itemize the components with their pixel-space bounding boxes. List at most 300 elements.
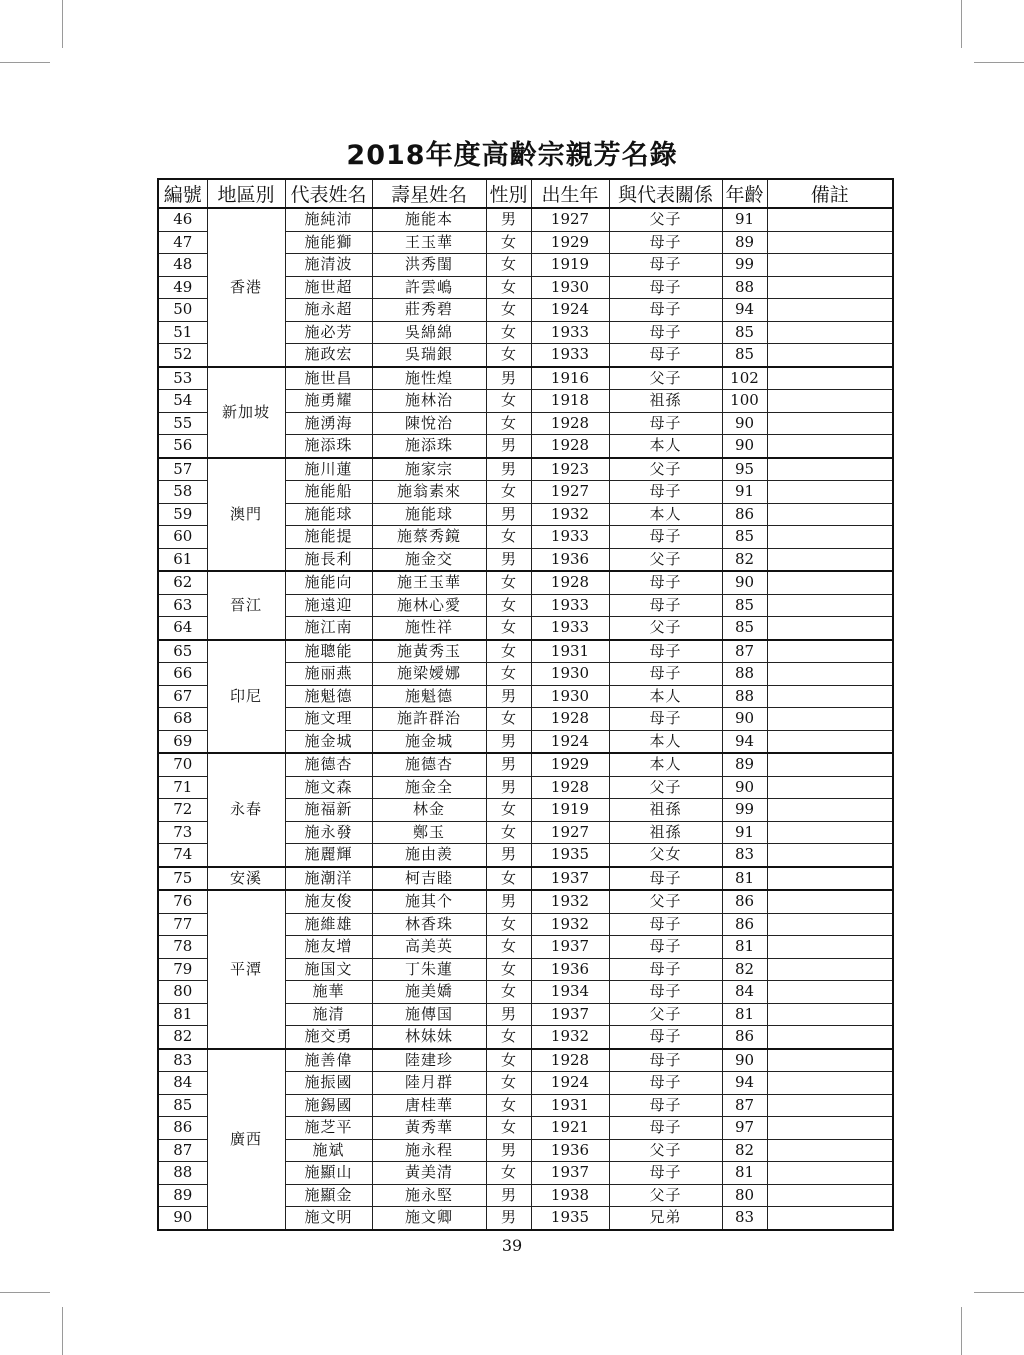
relation-cell: 本人 — [609, 435, 722, 458]
relation-cell: 母子 — [609, 412, 722, 435]
birth-year-cell: 1930 — [531, 685, 609, 708]
age-cell: 82 — [722, 548, 767, 571]
remarks-cell — [767, 730, 893, 753]
relation-cell: 母子 — [609, 571, 722, 594]
relation-cell: 父子 — [609, 1139, 722, 1162]
elder-name-cell: 吳綿綿 — [372, 321, 486, 344]
age-cell: 85 — [722, 594, 767, 617]
elder-name-cell: 高美英 — [372, 936, 486, 959]
remarks-cell — [767, 412, 893, 435]
row-number-cell: 49 — [158, 276, 207, 299]
age-cell: 90 — [722, 435, 767, 458]
representative-name-cell: 施能向 — [285, 571, 372, 594]
elder-name-cell: 柯吉睦 — [372, 867, 486, 891]
representative-name-cell: 施必芳 — [285, 321, 372, 344]
remarks-cell — [767, 1207, 893, 1230]
birth-year-cell: 1937 — [531, 1162, 609, 1185]
remarks-cell — [767, 753, 893, 776]
row-number-cell: 55 — [158, 412, 207, 435]
elder-name-cell: 吳瑞銀 — [372, 344, 486, 367]
relation-cell: 父子 — [609, 548, 722, 571]
region-cell: 新加坡 — [207, 367, 285, 458]
age-cell: 90 — [722, 1049, 767, 1072]
elder-name-cell: 陸月群 — [372, 1072, 486, 1095]
relation-cell: 母子 — [609, 1117, 722, 1140]
relation-cell: 母子 — [609, 1026, 722, 1049]
crop-mark — [0, 1292, 50, 1293]
elders-roster-table — [157, 178, 894, 1231]
crop-mark — [961, 1307, 962, 1355]
age-cell: 95 — [722, 458, 767, 481]
representative-name-cell: 施遠迎 — [285, 594, 372, 617]
representative-name-cell: 施顯山 — [285, 1162, 372, 1185]
gender-cell: 男 — [486, 776, 531, 799]
representative-name-cell: 施芝平 — [285, 1117, 372, 1140]
crop-mark — [62, 0, 63, 48]
birth-year-cell: 1924 — [531, 730, 609, 753]
relation-cell: 母子 — [609, 640, 722, 663]
elder-name-cell: 王玉華 — [372, 231, 486, 254]
representative-name-cell: 施長利 — [285, 548, 372, 571]
table-row — [158, 1049, 893, 1072]
remarks-cell — [767, 299, 893, 322]
relation-cell: 父子 — [609, 458, 722, 481]
birth-year-cell: 1933 — [531, 321, 609, 344]
remarks-cell — [767, 1094, 893, 1117]
region-cell: 晉江 — [207, 571, 285, 640]
relation-cell: 母子 — [609, 481, 722, 504]
row-number-cell: 57 — [158, 458, 207, 481]
relation-cell: 母子 — [609, 1162, 722, 1185]
elder-name-cell: 施性祥 — [372, 617, 486, 640]
age-cell: 87 — [722, 1094, 767, 1117]
representative-name-cell: 施能提 — [285, 526, 372, 549]
representative-name-cell: 施潮洋 — [285, 867, 372, 891]
gender-cell: 女 — [486, 617, 531, 640]
gender-cell: 男 — [486, 685, 531, 708]
age-cell: 86 — [722, 913, 767, 936]
representative-name-cell: 施顯金 — [285, 1184, 372, 1207]
remarks-cell — [767, 594, 893, 617]
gender-cell: 女 — [486, 276, 531, 299]
elder-name-cell: 丁朱蓮 — [372, 958, 486, 981]
remarks-cell — [767, 503, 893, 526]
age-cell: 88 — [722, 685, 767, 708]
row-number-cell: 59 — [158, 503, 207, 526]
row-number-cell: 76 — [158, 890, 207, 913]
relation-cell: 父子 — [609, 890, 722, 913]
region-cell: 安溪 — [207, 867, 285, 891]
remarks-cell — [767, 208, 893, 231]
relation-cell: 母子 — [609, 594, 722, 617]
elder-name-cell: 施德杏 — [372, 753, 486, 776]
region-cell: 香港 — [207, 208, 285, 367]
birth-year-cell: 1927 — [531, 821, 609, 844]
row-number-cell: 84 — [158, 1072, 207, 1095]
remarks-cell — [767, 1184, 893, 1207]
row-number-cell: 90 — [158, 1207, 207, 1230]
age-cell: 85 — [722, 526, 767, 549]
remarks-cell — [767, 1139, 893, 1162]
remarks-cell — [767, 231, 893, 254]
representative-name-cell: 施純沛 — [285, 208, 372, 231]
remarks-cell — [767, 390, 893, 413]
age-cell: 86 — [722, 503, 767, 526]
row-number-cell: 89 — [158, 1184, 207, 1207]
row-number-cell: 50 — [158, 299, 207, 322]
representative-name-cell: 施斌 — [285, 1139, 372, 1162]
relation-cell: 母子 — [609, 1049, 722, 1072]
gender-cell: 男 — [486, 503, 531, 526]
birth-year-cell: 1933 — [531, 344, 609, 367]
age-cell: 86 — [722, 890, 767, 913]
remarks-cell — [767, 435, 893, 458]
elder-name-cell: 施許群治 — [372, 708, 486, 731]
remarks-cell — [767, 1072, 893, 1095]
age-cell: 90 — [722, 708, 767, 731]
age-cell: 91 — [722, 821, 767, 844]
relation-cell: 父子 — [609, 617, 722, 640]
row-number-cell: 60 — [158, 526, 207, 549]
gender-cell: 男 — [486, 1139, 531, 1162]
representative-name-cell: 施能球 — [285, 503, 372, 526]
birth-year-cell: 1919 — [531, 799, 609, 822]
elder-name-cell: 施傳国 — [372, 1003, 486, 1026]
relation-cell: 母子 — [609, 936, 722, 959]
crop-mark — [974, 1292, 1024, 1293]
age-cell: 81 — [722, 1162, 767, 1185]
representative-name-cell: 施世昌 — [285, 367, 372, 390]
row-number-cell: 54 — [158, 390, 207, 413]
remarks-cell — [767, 276, 893, 299]
gender-cell: 女 — [486, 1117, 531, 1140]
row-number-cell: 68 — [158, 708, 207, 731]
column-header-gender: 性別 — [486, 179, 531, 208]
remarks-cell — [767, 548, 893, 571]
elder-name-cell: 林妹妹 — [372, 1026, 486, 1049]
age-cell: 94 — [722, 1072, 767, 1095]
age-cell: 100 — [722, 390, 767, 413]
relation-cell: 本人 — [609, 503, 722, 526]
representative-name-cell: 施川蓮 — [285, 458, 372, 481]
age-cell: 85 — [722, 344, 767, 367]
birth-year-cell: 1935 — [531, 1207, 609, 1230]
age-cell: 82 — [722, 1139, 767, 1162]
row-number-cell: 70 — [158, 753, 207, 776]
birth-year-cell: 1937 — [531, 1003, 609, 1026]
page-number: 39 — [501, 1236, 523, 1255]
gender-cell: 女 — [486, 344, 531, 367]
table-row — [158, 753, 893, 776]
table-row — [158, 640, 893, 663]
elder-name-cell: 施黃秀玉 — [372, 640, 486, 663]
elder-name-cell: 施添珠 — [372, 435, 486, 458]
birth-year-cell: 1928 — [531, 435, 609, 458]
age-cell: 99 — [722, 799, 767, 822]
representative-name-cell: 施能獅 — [285, 231, 372, 254]
representative-name-cell: 施清波 — [285, 254, 372, 277]
representative-name-cell: 施丽燕 — [285, 663, 372, 686]
remarks-cell — [767, 254, 893, 277]
age-cell: 81 — [722, 936, 767, 959]
representative-name-cell: 施湧海 — [285, 412, 372, 435]
row-number-cell: 52 — [158, 344, 207, 367]
row-number-cell: 61 — [158, 548, 207, 571]
row-number-cell: 67 — [158, 685, 207, 708]
elder-name-cell: 陸建珍 — [372, 1049, 486, 1072]
row-number-cell: 72 — [158, 799, 207, 822]
row-number-cell: 71 — [158, 776, 207, 799]
age-cell: 87 — [722, 640, 767, 663]
age-cell: 99 — [722, 254, 767, 277]
gender-cell: 女 — [486, 913, 531, 936]
birth-year-cell: 1934 — [531, 981, 609, 1004]
birth-year-cell: 1938 — [531, 1184, 609, 1207]
gender-cell: 女 — [486, 1072, 531, 1095]
age-cell: 102 — [722, 367, 767, 390]
region-cell: 澳門 — [207, 458, 285, 572]
remarks-cell — [767, 640, 893, 663]
elder-name-cell: 施金交 — [372, 548, 486, 571]
column-header-number: 編號 — [158, 179, 207, 208]
birth-year-cell: 1933 — [531, 594, 609, 617]
table-row — [158, 867, 893, 891]
elder-name-cell: 施文卿 — [372, 1207, 486, 1230]
birth-year-cell: 1930 — [531, 663, 609, 686]
gender-cell: 女 — [486, 867, 531, 891]
relation-cell: 祖孫 — [609, 390, 722, 413]
row-number-cell: 51 — [158, 321, 207, 344]
remarks-cell — [767, 526, 893, 549]
column-header-relation: 與代表關係 — [609, 179, 722, 208]
row-number-cell: 80 — [158, 981, 207, 1004]
relation-cell: 兄弟 — [609, 1207, 722, 1230]
gender-cell: 男 — [486, 1207, 531, 1230]
gender-cell: 女 — [486, 936, 531, 959]
birth-year-cell: 1919 — [531, 254, 609, 277]
age-cell: 88 — [722, 663, 767, 686]
age-cell: 84 — [722, 981, 767, 1004]
elder-name-cell: 洪秀閨 — [372, 254, 486, 277]
table-body — [158, 208, 893, 1230]
relation-cell: 母子 — [609, 981, 722, 1004]
column-header-birth-year: 出生年 — [531, 179, 609, 208]
birth-year-cell: 1924 — [531, 1072, 609, 1095]
representative-name-cell: 施能船 — [285, 481, 372, 504]
remarks-cell — [767, 617, 893, 640]
remarks-cell — [767, 481, 893, 504]
relation-cell: 祖孫 — [609, 821, 722, 844]
birth-year-cell: 1929 — [531, 753, 609, 776]
crop-mark — [62, 1307, 63, 1355]
region-cell: 印尼 — [207, 640, 285, 754]
birth-year-cell: 1936 — [531, 548, 609, 571]
gender-cell: 女 — [486, 821, 531, 844]
birth-year-cell: 1928 — [531, 708, 609, 731]
age-cell: 90 — [722, 571, 767, 594]
gender-cell: 女 — [486, 481, 531, 504]
elder-name-cell: 林香珠 — [372, 913, 486, 936]
representative-name-cell: 施文明 — [285, 1207, 372, 1230]
gender-cell: 男 — [486, 1003, 531, 1026]
relation-cell: 母子 — [609, 276, 722, 299]
relation-cell: 父子 — [609, 208, 722, 231]
age-cell: 94 — [722, 299, 767, 322]
crop-mark — [0, 62, 50, 63]
remarks-cell — [767, 913, 893, 936]
gender-cell: 女 — [486, 390, 531, 413]
birth-year-cell: 1923 — [531, 458, 609, 481]
row-number-cell: 78 — [158, 936, 207, 959]
birth-year-cell: 1932 — [531, 1026, 609, 1049]
relation-cell: 母子 — [609, 254, 722, 277]
remarks-cell — [767, 685, 893, 708]
row-number-cell: 86 — [158, 1117, 207, 1140]
gender-cell: 女 — [486, 1049, 531, 1072]
gender-cell: 女 — [486, 594, 531, 617]
birth-year-cell: 1931 — [531, 640, 609, 663]
row-number-cell: 88 — [158, 1162, 207, 1185]
table-row — [158, 458, 893, 481]
elder-name-cell: 施能本 — [372, 208, 486, 231]
gender-cell: 男 — [486, 753, 531, 776]
age-cell: 83 — [722, 844, 767, 867]
remarks-cell — [767, 571, 893, 594]
relation-cell: 母子 — [609, 867, 722, 891]
crop-mark — [974, 62, 1024, 63]
representative-name-cell: 施清 — [285, 1003, 372, 1026]
relation-cell: 母子 — [609, 526, 722, 549]
relation-cell: 母子 — [609, 299, 722, 322]
relation-cell: 本人 — [609, 685, 722, 708]
elder-name-cell: 施永堅 — [372, 1184, 486, 1207]
gender-cell: 女 — [486, 526, 531, 549]
remarks-cell — [767, 958, 893, 981]
elder-name-cell: 施梁嬡娜 — [372, 663, 486, 686]
age-cell: 85 — [722, 617, 767, 640]
birth-year-cell: 1921 — [531, 1117, 609, 1140]
elder-name-cell: 施永程 — [372, 1139, 486, 1162]
relation-cell: 母子 — [609, 344, 722, 367]
age-cell: 97 — [722, 1117, 767, 1140]
remarks-cell — [767, 458, 893, 481]
birth-year-cell: 1928 — [531, 776, 609, 799]
representative-name-cell: 施友俊 — [285, 890, 372, 913]
elder-name-cell: 施能球 — [372, 503, 486, 526]
relation-cell: 父子 — [609, 1003, 722, 1026]
remarks-cell — [767, 821, 893, 844]
remarks-cell — [767, 1026, 893, 1049]
elder-name-cell: 黃秀華 — [372, 1117, 486, 1140]
gender-cell: 女 — [486, 958, 531, 981]
gender-cell: 女 — [486, 1026, 531, 1049]
gender-cell: 女 — [486, 299, 531, 322]
birth-year-cell: 1930 — [531, 276, 609, 299]
gender-cell: 男 — [486, 890, 531, 913]
age-cell: 89 — [722, 231, 767, 254]
gender-cell: 女 — [486, 981, 531, 1004]
birth-year-cell: 1916 — [531, 367, 609, 390]
gender-cell: 男 — [486, 844, 531, 867]
birth-year-cell: 1932 — [531, 890, 609, 913]
elder-name-cell: 施王玉華 — [372, 571, 486, 594]
birth-year-cell: 1937 — [531, 867, 609, 891]
representative-name-cell: 施魁德 — [285, 685, 372, 708]
birth-year-cell: 1928 — [531, 412, 609, 435]
relation-cell: 本人 — [609, 753, 722, 776]
relation-cell: 父子 — [609, 776, 722, 799]
representative-name-cell: 施国文 — [285, 958, 372, 981]
remarks-cell — [767, 890, 893, 913]
elder-name-cell: 陳悅治 — [372, 412, 486, 435]
row-number-cell: 77 — [158, 913, 207, 936]
table-header-row — [158, 179, 893, 208]
row-number-cell: 87 — [158, 1139, 207, 1162]
region-cell: 永春 — [207, 753, 285, 867]
elder-name-cell: 施美嬌 — [372, 981, 486, 1004]
gender-cell: 女 — [486, 640, 531, 663]
row-number-cell: 53 — [158, 367, 207, 390]
relation-cell: 本人 — [609, 730, 722, 753]
relation-cell: 母子 — [609, 958, 722, 981]
table-row — [158, 890, 893, 913]
elder-name-cell: 施林心愛 — [372, 594, 486, 617]
gender-cell: 女 — [486, 708, 531, 731]
representative-name-cell: 施聰能 — [285, 640, 372, 663]
column-header-remarks: 備註 — [767, 179, 893, 208]
row-number-cell: 69 — [158, 730, 207, 753]
gender-cell: 女 — [486, 254, 531, 277]
row-number-cell: 73 — [158, 821, 207, 844]
representative-name-cell: 施振國 — [285, 1072, 372, 1095]
elder-name-cell: 施其个 — [372, 890, 486, 913]
column-header-region: 地區別 — [207, 179, 285, 208]
birth-year-cell: 1928 — [531, 1049, 609, 1072]
representative-name-cell: 施永超 — [285, 299, 372, 322]
birth-year-cell: 1929 — [531, 231, 609, 254]
age-cell: 94 — [722, 730, 767, 753]
elder-name-cell: 施由羨 — [372, 844, 486, 867]
elder-name-cell: 施林治 — [372, 390, 486, 413]
birth-year-cell: 1924 — [531, 299, 609, 322]
representative-name-cell: 施永發 — [285, 821, 372, 844]
birth-year-cell: 1936 — [531, 1139, 609, 1162]
remarks-cell — [767, 1117, 893, 1140]
elder-name-cell: 鄭玉 — [372, 821, 486, 844]
remarks-cell — [767, 367, 893, 390]
relation-cell: 母子 — [609, 663, 722, 686]
gender-cell: 女 — [486, 571, 531, 594]
elder-name-cell: 施性煌 — [372, 367, 486, 390]
relation-cell: 母子 — [609, 913, 722, 936]
remarks-cell — [767, 1003, 893, 1026]
elder-name-cell: 唐桂華 — [372, 1094, 486, 1117]
representative-name-cell: 施麗輝 — [285, 844, 372, 867]
gender-cell: 女 — [486, 1162, 531, 1185]
row-number-cell: 75 — [158, 867, 207, 891]
age-cell: 81 — [722, 867, 767, 891]
elder-name-cell: 林金 — [372, 799, 486, 822]
elder-name-cell: 施金城 — [372, 730, 486, 753]
remarks-cell — [767, 936, 893, 959]
relation-cell: 父子 — [609, 1184, 722, 1207]
representative-name-cell: 施福新 — [285, 799, 372, 822]
row-number-cell: 46 — [158, 208, 207, 231]
row-number-cell: 63 — [158, 594, 207, 617]
row-number-cell: 85 — [158, 1094, 207, 1117]
gender-cell: 女 — [486, 1094, 531, 1117]
table-row — [158, 208, 893, 231]
